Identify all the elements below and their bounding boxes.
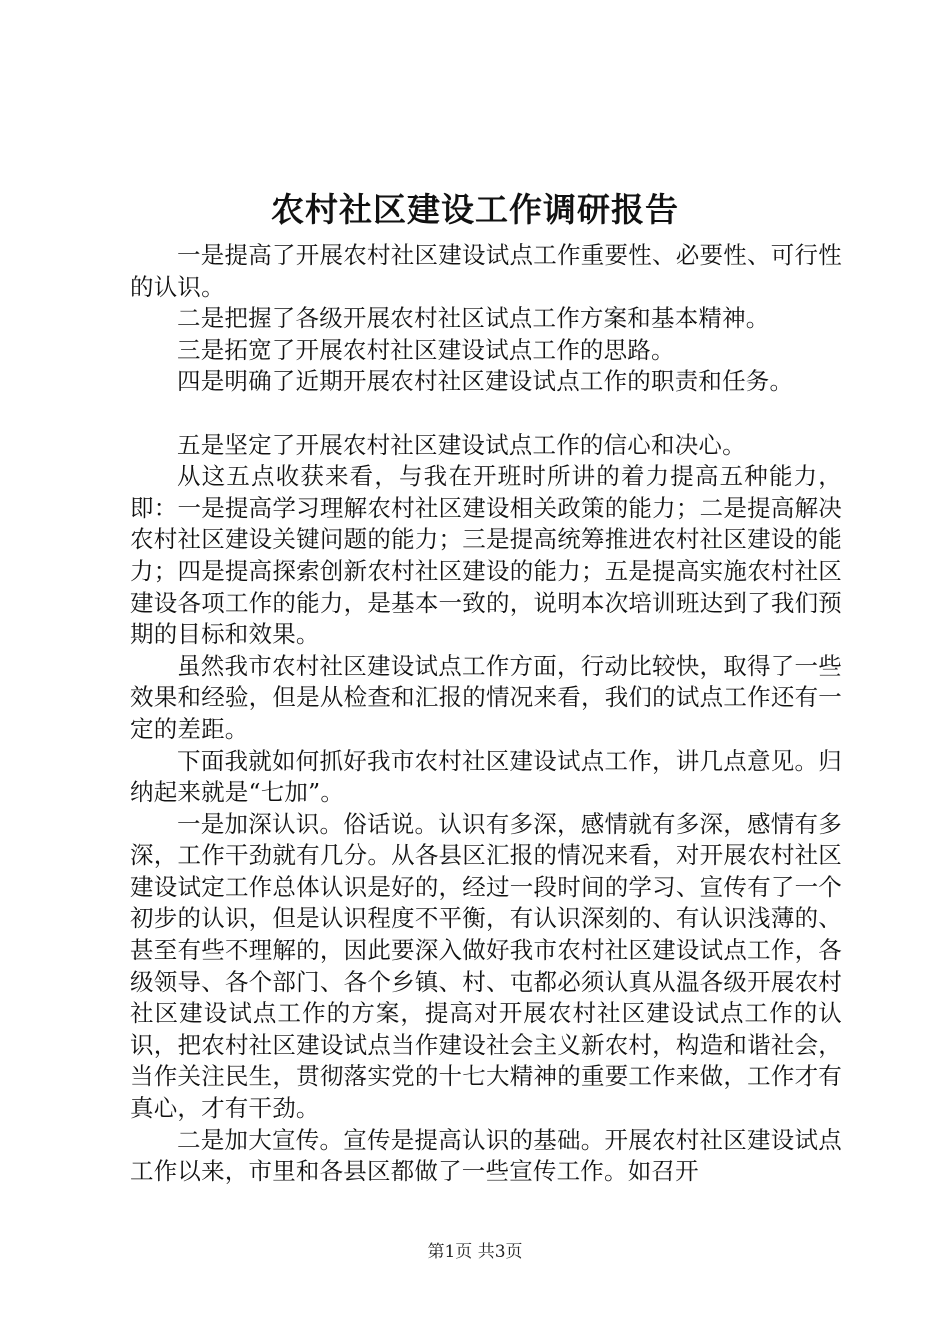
paragraph-5: 五是坚定了开展农村社区建设试点工作的信心和决心。 <box>177 430 746 459</box>
paragraph-8: 下面我就如何抓好我市农村社区建设试点工作，讲几点意见。归纳起来就是“七加”。 <box>130 746 842 807</box>
paragraph-9: 一是加深认识。俗话说。认识有多深，感情就有多深，感情有多深，工作干劲就有几分。从各县区汇报的情况来看，对开展农村社区建设试定工作总体认识是好的，经过一段时间的学习、宣传有了一个初步的认识，但是认识程度不平衡，有认识深刻的、有认识浅薄的、甚至有些不理解的，因此要深入做好我市农村社区建设试点工作，各级领导、各个部门、各个乡镇、村、屯都必须认真从温各级开展农村社区建设试点工作的方案，提高对开展农村社区建设试点工作的认识，把农村社区建设试点当作建设社会主义新农村，构造和谐社会，当作关注民生，贯彻落实党的十七大精神的重要工作来做，工作才有真心，才有干劲。 <box>130 809 842 1123</box>
paragraph-3: 三是拓宽了开展农村社区建设试点工作的思路。 <box>177 335 675 364</box>
document-body <box>130 240 842 1188</box>
document-title: 农村社区建设工作调研报告 <box>271 190 679 229</box>
paragraph-2: 二是把握了各级开展农村社区试点工作方案和基本精神。 <box>177 304 770 333</box>
blank-line <box>130 398 842 430</box>
paragraph-6: 从这五点收获来看，与我在开班时所讲的着力提高五种能力，即：一是提高学习理解农村社区建设相关政策的能力；二是提高解决农村社区建设关键问题的能力；三是提高统筹推进农村社区建设的能力；四是提高探索创新农村社区建设的能力；五是提高实施农村社区建设各项工作的能力，是基本一致的，说明本次培训班达到了我们预期的目标和效果。 <box>130 462 842 649</box>
paragraph-1: 一是提高了开展农村社区建设试点工作重要性、必要性、可行性的认识。 <box>130 241 842 301</box>
paragraph-7: 虽然我市农村社区建设试点工作方面，行动比较快，取得了一些效果和经验，但是从检查和汇报的情况来看，我们的试点工作还有一定的差距。 <box>130 651 842 743</box>
paragraph-4: 四是明确了近期开展农村社区建设试点工作的职责和任务。 <box>177 367 794 396</box>
paragraph-10: 二是加大宣传。宣传是提高认识的基础。开展农村社区建设试点工作以来，市里和各县区都做了一些宣传工作。如召开 <box>130 1125 842 1186</box>
page-footer: 第1页 共3页 <box>427 1242 523 1262</box>
